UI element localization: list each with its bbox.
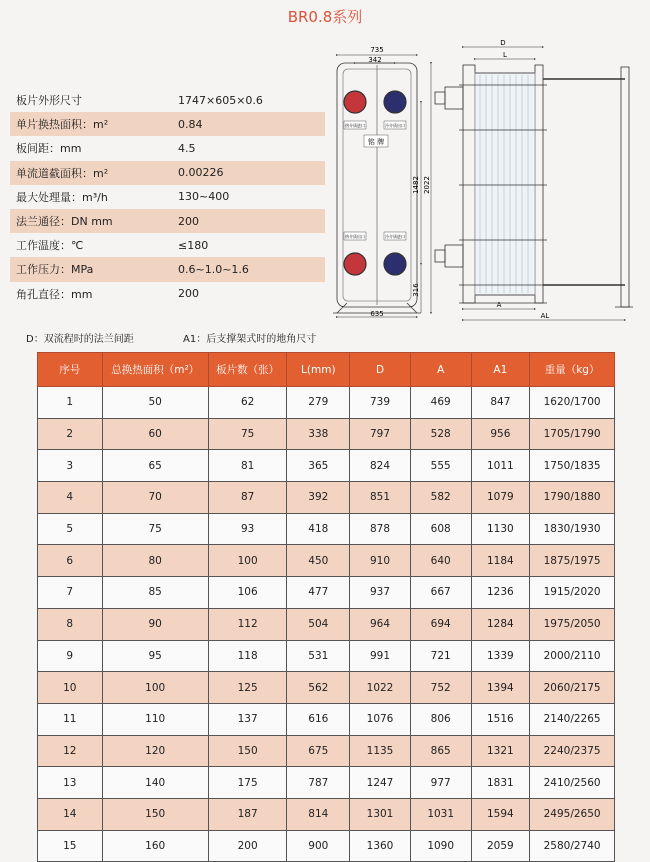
table-cell: 10 (38, 672, 103, 704)
table-cell: 1790/1880 (530, 482, 615, 514)
table-row (38, 450, 615, 482)
dim-AL: AL (540, 312, 550, 320)
table-cell: 1076 (350, 703, 411, 735)
spec-value: 200 (178, 214, 199, 228)
table-cell: 721 (410, 640, 471, 672)
table-cell: 1594 (471, 798, 530, 830)
table-cell: 450 (287, 545, 350, 577)
table-cell: 847 (471, 387, 530, 419)
table-row (38, 672, 615, 704)
table-cell: 140 (102, 767, 208, 799)
table-cell: 1705/1790 (530, 418, 615, 450)
col-header: D (350, 353, 411, 387)
col-header: 重量（kg） (530, 353, 615, 387)
table-cell: 1130 (471, 513, 530, 545)
dim-D: D (500, 39, 506, 47)
port-hot-out (344, 253, 366, 275)
table-cell: 1031 (410, 798, 471, 830)
table-cell: 1247 (350, 767, 411, 799)
table-cell: 100 (102, 672, 208, 704)
table-cell: 118 (208, 640, 287, 672)
table-cell: 739 (350, 387, 411, 419)
table-row (38, 640, 615, 672)
table-cell: 1 (38, 387, 103, 419)
table-row (38, 767, 615, 799)
table-cell: 160 (102, 830, 208, 862)
table-cell: 752 (410, 672, 471, 704)
table-cell: 562 (287, 672, 350, 704)
dim-316: 316 (412, 283, 420, 297)
technical-drawing (325, 35, 640, 325)
table-cell: 1339 (471, 640, 530, 672)
note-a1: A1：后支撑架式时的地角尺寸 (183, 334, 317, 345)
table-cell: 150 (102, 798, 208, 830)
table-cell: 910 (350, 545, 411, 577)
table-cell: 75 (208, 418, 287, 450)
table-cell: 2 (38, 418, 103, 450)
table-cell: 900 (287, 830, 350, 862)
table-cell: 7 (38, 577, 103, 609)
table-cell: 9 (38, 640, 103, 672)
table-cell: 106 (208, 577, 287, 609)
spec-value: 200 (178, 287, 199, 301)
col-header: 总换热面积（m²） (102, 353, 208, 387)
table-cell: 200 (208, 830, 287, 862)
table-cell: 667 (410, 577, 471, 609)
table-cell: 50 (102, 387, 208, 419)
table-cell: 95 (102, 640, 208, 672)
table-cell: 2580/2740 (530, 830, 615, 862)
table-cell: 120 (102, 735, 208, 767)
table-cell: 582 (410, 482, 471, 514)
spec-label: 板片外形尺寸 (16, 94, 82, 108)
table-cell: 1975/2050 (530, 608, 615, 640)
spec-row (10, 282, 325, 306)
table-cell: 865 (410, 735, 471, 767)
side-view (435, 65, 633, 307)
table-cell: 65 (102, 450, 208, 482)
dim-1482: 1482 (412, 176, 420, 194)
table-cell: 1301 (350, 798, 411, 830)
table-cell: 1079 (471, 482, 530, 514)
table-cell: 187 (208, 798, 287, 830)
spec-value: 4.5 (178, 141, 196, 155)
table-cell: 81 (208, 450, 287, 482)
table-cell: 964 (350, 608, 411, 640)
spec-label: 板间距：mm (16, 142, 82, 156)
table-cell: 851 (350, 482, 411, 514)
table-cell: 2059 (471, 830, 530, 862)
table-cell: 70 (102, 482, 208, 514)
col-header: 序号 (38, 353, 103, 387)
table-cell: 1516 (471, 703, 530, 735)
table-cell: 1090 (410, 830, 471, 862)
table-cell: 13 (38, 767, 103, 799)
table-cell: 531 (287, 640, 350, 672)
table-cell: 504 (287, 608, 350, 640)
table-cell: 1135 (350, 735, 411, 767)
spec-row (10, 233, 325, 257)
table-row (38, 830, 615, 862)
table-cell: 8 (38, 608, 103, 640)
table-cell: 2410/2560 (530, 767, 615, 799)
table-cell: 937 (350, 577, 411, 609)
table-cell: 469 (410, 387, 471, 419)
spec-value: 130~400 (178, 190, 230, 204)
table-cell: 365 (287, 450, 350, 482)
table-cell: 1394 (471, 672, 530, 704)
table-cell: 640 (410, 545, 471, 577)
table-cell: 814 (287, 798, 350, 830)
spec-value: 0.6~1.0~1.6 (178, 262, 249, 276)
table-cell: 2060/2175 (530, 672, 615, 704)
table-cell: 1022 (350, 672, 411, 704)
col-header: A1 (471, 353, 530, 387)
table-cell: 787 (287, 767, 350, 799)
table-cell: 991 (350, 640, 411, 672)
table-cell: 11 (38, 703, 103, 735)
spec-label: 法兰通径：DN mm (16, 215, 113, 229)
port-cold-in (384, 253, 406, 275)
dim-342: 342 (368, 56, 382, 64)
table-cell: 110 (102, 703, 208, 735)
port-hot-in (344, 91, 366, 113)
table-cell: 6 (38, 545, 103, 577)
table-row (38, 608, 615, 640)
table-row (38, 735, 615, 767)
table-cell: 977 (410, 767, 471, 799)
table-cell: 608 (410, 513, 471, 545)
spec-value: 0.00226 (178, 166, 224, 180)
table-cell: 477 (287, 577, 350, 609)
port-label: 热介质出口 (345, 234, 365, 239)
table-cell: 112 (208, 608, 287, 640)
port-label: 热介质进口 (345, 123, 365, 128)
table-row (38, 418, 615, 450)
table-cell: 75 (102, 513, 208, 545)
table-cell: 1011 (471, 450, 530, 482)
spec-value: 1747×605×0.6 (178, 93, 263, 107)
table-cell: 90 (102, 608, 208, 640)
table-cell: 85 (102, 577, 208, 609)
spec-label: 工作温度：℃ (16, 239, 84, 253)
table-cell: 1284 (471, 608, 530, 640)
nameplate-label: 铭 牌 (367, 138, 385, 146)
spec-value: 0.84 (178, 117, 203, 131)
spec-list (10, 88, 325, 306)
table-cell: 555 (410, 450, 471, 482)
table-cell: 2240/2375 (530, 735, 615, 767)
table-row (38, 482, 615, 514)
dim-735: 735 (370, 46, 384, 54)
table-cell: 62 (208, 387, 287, 419)
table-cell: 418 (287, 513, 350, 545)
table-row (38, 513, 615, 545)
spec-label: 最大处理量：m³/h (16, 190, 108, 204)
table-cell: 797 (350, 418, 411, 450)
table-cell: 2495/2650 (530, 798, 615, 830)
spec-row (10, 88, 325, 112)
port-label: 冷介质进口 (385, 234, 405, 239)
table-cell: 175 (208, 767, 287, 799)
spec-table (37, 352, 615, 862)
col-header: 板片数（张） (208, 353, 287, 387)
table-cell: 1750/1835 (530, 450, 615, 482)
table-cell: 616 (287, 703, 350, 735)
table-cell: 4 (38, 482, 103, 514)
spec-row (10, 257, 325, 281)
table-cell: 15 (38, 830, 103, 862)
table-row (38, 577, 615, 609)
spec-value: ≤180 (178, 238, 209, 252)
port-cold-out (384, 91, 406, 113)
table-cell: 1360 (350, 830, 411, 862)
table-cell: 137 (208, 703, 287, 735)
table-row (38, 387, 615, 419)
table-cell: 2140/2265 (530, 703, 615, 735)
table-cell: 824 (350, 450, 411, 482)
spec-label: 单片换热面积：m² (16, 118, 109, 132)
table-cell: 1620/1700 (530, 387, 615, 419)
table-cell: 1236 (471, 577, 530, 609)
table-cell: 956 (471, 418, 530, 450)
table-cell: 528 (410, 418, 471, 450)
table-cell: 1831 (471, 767, 530, 799)
table-cell: 1915/2020 (530, 577, 615, 609)
table-cell: 100 (208, 545, 287, 577)
table-cell: 392 (287, 482, 350, 514)
table-cell: 694 (410, 608, 471, 640)
table-cell: 1830/1930 (530, 513, 615, 545)
table-cell: 14 (38, 798, 103, 830)
dim-A: A (496, 301, 502, 309)
table-cell: 675 (287, 735, 350, 767)
table-row (38, 545, 615, 577)
table-cell: 93 (208, 513, 287, 545)
table-cell: 2000/2110 (530, 640, 615, 672)
table-row (38, 798, 615, 830)
table-cell: 3 (38, 450, 103, 482)
table-cell: 60 (102, 418, 208, 450)
table-row (38, 703, 615, 735)
table-cell: 1875/1975 (530, 545, 615, 577)
table-cell: 150 (208, 735, 287, 767)
table-cell: 1321 (471, 735, 530, 767)
spec-row (10, 185, 325, 209)
table-cell: 5 (38, 513, 103, 545)
col-header: L(mm) (287, 353, 350, 387)
spec-row (10, 161, 325, 185)
spec-row (10, 136, 325, 160)
table-header-row (38, 353, 615, 387)
spec-label: 单流道截面积：m² (16, 166, 109, 180)
table-cell: 806 (410, 703, 471, 735)
table-cell: 279 (287, 387, 350, 419)
table-cell: 12 (38, 735, 103, 767)
table-cell: 878 (350, 513, 411, 545)
spec-row (10, 112, 325, 136)
table-cell: 80 (102, 545, 208, 577)
table-cell: 338 (287, 418, 350, 450)
spec-label: 角孔直径：mm (16, 287, 93, 301)
table-cell: 87 (208, 482, 287, 514)
table-cell: 1184 (471, 545, 530, 577)
page-title: BR0.8系列 (287, 8, 363, 26)
dim-2022: 2022 (423, 176, 431, 194)
col-header: A (410, 353, 471, 387)
spec-label: 工作压力：MPa (16, 263, 94, 277)
dim-635: 635 (370, 310, 384, 318)
note-d: D：双流程时的法兰间距 (26, 334, 134, 345)
table-cell: 125 (208, 672, 287, 704)
port-label: 冷介质出口 (385, 123, 405, 128)
dim-L: L (503, 51, 507, 59)
spec-row (10, 209, 325, 233)
